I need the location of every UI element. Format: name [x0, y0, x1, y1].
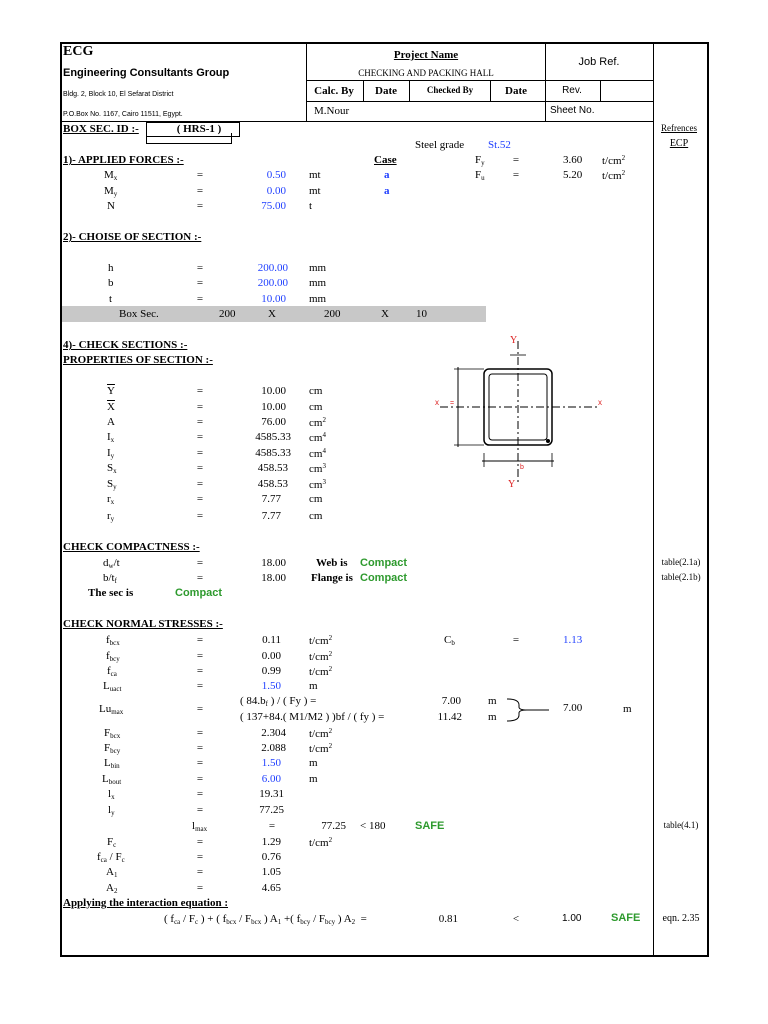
sx-eq: =: [196, 462, 204, 474]
check-sections-title: 4)- CHECK SECTIONS :-: [63, 339, 188, 351]
mx-eq: =: [196, 169, 204, 181]
fy-unit: $t/cm^2$: [602, 154, 626, 167]
Fbcx-value: 2.304: [261, 727, 286, 739]
sec-compact: Compact: [175, 587, 223, 599]
xbar-eq: =: [196, 401, 204, 413]
refs-title: Refrences: [661, 123, 697, 133]
mx-label: $M_x$: [104, 169, 118, 182]
choise-title: 2)- CHOISE OF SECTION :-: [63, 231, 202, 243]
lbin-unit: m: [309, 757, 318, 769]
rx-unit: cm: [309, 493, 323, 505]
sy-value: 458.53: [257, 478, 288, 490]
ix-value: 4585.33: [255, 431, 291, 443]
refs-divider: [653, 42, 654, 956]
normal-stresses-title: CHECK NORMAL STRESSES :-: [63, 618, 223, 630]
iy-unit: $cm^4$: [309, 447, 326, 460]
Fc-eq: =: [196, 836, 204, 848]
sy-eq: =: [196, 478, 204, 490]
flange-is-label: Flange is: [311, 572, 353, 584]
t-eq: =: [196, 293, 204, 305]
A2-value: 4.65: [261, 882, 281, 894]
fca-Fc-eq: =: [196, 851, 204, 863]
calc-by-label: Calc. By: [314, 85, 354, 97]
frame-top: [60, 42, 708, 44]
address-line-2: P.O.Box No. 1167, Cairo 11511, Egypt.: [63, 111, 183, 118]
h-value: 200.00: [257, 262, 288, 274]
header-v5: [490, 80, 491, 101]
area-eq: =: [196, 416, 204, 428]
my-label: $M_y$: [104, 185, 118, 198]
mx-value: 0.50: [266, 169, 286, 181]
xbar-value: 10.00: [261, 401, 286, 413]
refs-ecp: ECP: [669, 138, 689, 149]
interaction-title: Applying the interaction equation :: [63, 897, 229, 909]
ref-table-41: table(4.1): [663, 820, 699, 830]
frame-bottom: [60, 955, 709, 957]
lbin-label: $L_{bin}$: [104, 757, 120, 770]
h-unit: mm: [309, 262, 327, 274]
box-sec-x2: X: [381, 308, 389, 320]
box-sec-label: Box Sec.: [119, 308, 159, 320]
fca-value: 0.99: [261, 665, 281, 677]
case-label: Case: [374, 154, 397, 166]
svg-text:x: x: [598, 398, 602, 407]
header-v2: [545, 42, 546, 122]
A2-eq: =: [196, 882, 204, 894]
area-unit: $cm^2$: [309, 416, 326, 429]
interaction-lt: <: [512, 913, 520, 925]
lbin-eq: =: [196, 757, 204, 769]
dw-t-value: 18.00: [261, 557, 286, 569]
lu1-value: 7.00: [441, 695, 461, 707]
Fc-label: $F_c$: [107, 836, 117, 849]
project-name: CHECKING AND PACKING HALL: [358, 68, 494, 78]
case-a-2: a: [384, 185, 390, 197]
lmax-value: 77.25: [321, 820, 346, 832]
lumax-eq: =: [196, 703, 204, 715]
b-value: 200.00: [257, 277, 288, 289]
lmax-label: $l_{max}$: [192, 820, 208, 833]
job-ref: Job Ref.: [578, 56, 620, 68]
ly-eq: =: [196, 804, 204, 816]
box-sec-x1: X: [268, 308, 276, 320]
ybar-eq: =: [196, 385, 204, 397]
fca-label: $f_{ca}$: [107, 665, 117, 678]
ybar-label: $\overline{Y}$: [107, 385, 115, 397]
web-compact: Compact: [360, 557, 408, 569]
sx-value: 458.53: [257, 462, 288, 474]
box-sec-v2: 200: [324, 308, 341, 320]
luact-value: 1.50: [261, 680, 281, 692]
ybar-unit: cm: [309, 385, 323, 397]
Fbcx-eq: =: [196, 727, 204, 739]
sx-unit: $cm^3$: [309, 462, 326, 475]
fbcx-unit: $t/cm^2$: [309, 634, 333, 647]
ix-label: $I_x$: [107, 431, 115, 444]
checked-by-label: Checked By: [426, 85, 474, 95]
luact-label: $L_{uact}$: [103, 680, 122, 693]
lu2-value: 11.42: [437, 711, 462, 723]
lbout-value: 6.00: [261, 773, 281, 785]
lu1-unit: m: [488, 695, 497, 707]
compactness-title: CHECK COMPACTNESS :-: [63, 541, 200, 553]
fu-value: 5.20: [563, 169, 583, 181]
lx-eq: =: [196, 788, 204, 800]
t-unit: mm: [309, 293, 327, 305]
fca-Fc-value: 0.76: [261, 851, 281, 863]
n-unit: t: [309, 200, 313, 212]
lbout-label: $L_{bout}$: [102, 773, 122, 786]
fy-value: 3.60: [563, 154, 583, 166]
t-label: t: [109, 293, 113, 305]
box-section-diagram: [430, 333, 610, 493]
b-tf-eq: =: [196, 572, 204, 584]
Fbcy-unit: $t/cm^2$: [309, 742, 333, 755]
fbcx-eq: =: [196, 634, 204, 646]
Fbcy-value: 2.088: [261, 742, 286, 754]
my-eq: =: [196, 185, 204, 197]
b-unit: mm: [309, 277, 327, 289]
ref-table-21b: table(2.1b): [661, 572, 701, 582]
steel-grade-label: Steel grade: [415, 139, 465, 151]
h-label: h: [108, 262, 114, 274]
A2-label: $A_2$: [106, 882, 118, 895]
rx-label: $r_x$: [107, 493, 115, 506]
header-h2: [306, 101, 654, 102]
fy-label: $F_y$: [475, 154, 485, 167]
luact-eq: =: [196, 680, 204, 692]
n-value: 75.00: [261, 200, 286, 212]
b-tf-label: $b/t_f$: [103, 572, 117, 585]
svg-text:Y: Y: [508, 479, 516, 490]
ry-eq: =: [196, 510, 204, 522]
ly-label: $l_y$: [108, 804, 115, 817]
A1-value: 1.05: [261, 866, 281, 878]
n-eq: =: [196, 200, 204, 212]
lmax-eq: =: [268, 820, 276, 832]
Fbcy-eq: =: [196, 742, 204, 754]
cb-eq: =: [512, 634, 520, 646]
date-label-2: Date: [505, 85, 527, 97]
lu-result: 7.00: [563, 702, 583, 714]
lbout-eq: =: [196, 773, 204, 785]
svg-text:=: =: [450, 400, 455, 407]
lx-label: $l_x$: [108, 788, 115, 801]
fca-Fc-label: $f_{ca} / F_c$: [97, 851, 125, 864]
interaction-safe: SAFE: [611, 912, 641, 924]
Fbcx-label: $F_{bcx}$: [104, 727, 121, 740]
b-tf-value: 18.00: [261, 572, 286, 584]
header-v3: [363, 80, 364, 101]
sx-label: $S_x$: [107, 462, 117, 475]
calc-by-name: M.Nour: [314, 105, 350, 117]
case-a-1: a: [384, 169, 390, 181]
ref-eqn-235: eqn. 2.35: [662, 913, 700, 924]
lu-formula-2: ( 137+84.( M1/M2 ) )bf / ( fy ) =: [240, 711, 385, 723]
my-value: 0.00: [266, 185, 286, 197]
fbcy-label: $f_{bcy}$: [106, 650, 120, 663]
fca-unit: $t/cm^2$: [309, 665, 333, 678]
fca-eq: =: [196, 665, 204, 677]
my-unit: mt: [309, 185, 321, 197]
sy-unit: $cm^3$: [309, 478, 326, 491]
fbcx-label: $f_{bcx}$: [106, 634, 120, 647]
fbcx-value: 0.11: [262, 634, 281, 646]
lu-formula-1: ( $84.b_f$ ) / ( Fy ) =: [240, 695, 317, 708]
n-label: N: [107, 200, 115, 212]
project-name-label: Project Name: [393, 49, 459, 61]
hrs-label: ( HRS-1 ): [176, 123, 222, 135]
frame-left: [60, 42, 62, 956]
fu-unit: $t/cm^2$: [602, 169, 626, 182]
brace-icon: [505, 697, 551, 723]
company-short: ECG: [63, 44, 94, 59]
lx-value: 19.31: [259, 788, 284, 800]
box-sec-v1: 200: [219, 308, 236, 320]
xbar-label: $\overline{X}$: [107, 401, 115, 413]
box-sec-id-label: BOX SEC. ID :-: [63, 123, 139, 135]
ref-table-21a: table(2.1a): [661, 557, 701, 567]
ybar-value: 10.00: [261, 385, 286, 397]
cb-label: $C_b$: [444, 634, 455, 647]
interaction-limit: 1.00: [562, 913, 582, 924]
lu2-unit: m: [488, 711, 497, 723]
ry-label: $r_y$: [107, 510, 115, 523]
fbcy-value: 0.00: [261, 650, 281, 662]
lbout-unit: m: [309, 773, 318, 785]
fbcy-eq: =: [196, 650, 204, 662]
lumax-label: $Lu_{max}$: [99, 703, 124, 716]
svg-text:x: x: [435, 398, 439, 407]
flange-compact: Compact: [360, 572, 408, 584]
svg-text:b: b: [520, 464, 524, 471]
iy-label: $I_y$: [107, 447, 115, 460]
svg-text:Y: Y: [510, 335, 518, 346]
company-full: Engineering Consultants Group: [63, 67, 230, 79]
header-v1: [306, 42, 307, 122]
sheet-no-label: Sheet No.: [550, 105, 595, 116]
fu-eq: =: [512, 169, 520, 181]
xbar-unit: cm: [309, 401, 323, 413]
header-v4: [409, 80, 410, 101]
fu-label: $F_u$: [475, 169, 485, 182]
fbcy-unit: $t/cm^2$: [309, 650, 333, 663]
rx-eq: =: [196, 493, 204, 505]
header-h1: [306, 80, 654, 81]
date-label-1: Date: [375, 85, 397, 97]
dw-t-label: $d_w/t$: [103, 557, 120, 570]
rev-label: Rev.: [562, 85, 582, 96]
steel-grade-value: St.52: [488, 139, 511, 151]
A1-eq: =: [196, 866, 204, 878]
fy-eq: =: [512, 154, 520, 166]
web-is-label: Web is: [316, 557, 348, 569]
box-sec-v3: 10: [416, 308, 427, 320]
properties-title: PROPERTIES OF SECTION :-: [63, 354, 213, 366]
ly-value: 77.25: [259, 804, 284, 816]
ry-unit: cm: [309, 510, 323, 522]
interaction-result: 0.81: [438, 913, 458, 925]
lmax-safe: SAFE: [415, 820, 445, 832]
b-eq: =: [196, 277, 204, 289]
sy-label: $S_y$: [107, 478, 117, 491]
sec-is-label: The sec is: [88, 587, 134, 599]
lu-result-unit: m: [623, 703, 632, 715]
h-eq: =: [196, 262, 204, 274]
b-label: b: [108, 277, 114, 289]
luact-unit: m: [309, 680, 318, 692]
dw-t-eq: =: [196, 557, 204, 569]
address-line-1: Bldg. 2, Block 10, El Sefarat District: [63, 91, 174, 98]
iy-value: 4585.33: [255, 447, 291, 459]
ix-eq: =: [196, 431, 204, 443]
ix-unit: $cm^4$: [309, 431, 326, 444]
Fc-value: 1.29: [261, 836, 281, 848]
frame-right: [707, 42, 709, 956]
applied-forces-title: 1)- APPLIED FORCES :-: [63, 154, 184, 166]
mx-unit: mt: [309, 169, 321, 181]
interaction-equation: ( $f_{ca} / F_c$ ) + ( $f_{bcx} / F_{bcx}$ ) $A_1$ +( $f_{bcy} / F_{bcy}$ ) $A_2$ =: [164, 913, 367, 926]
Fc-unit: $t/cm^2$: [309, 836, 333, 849]
cb-value: 1.13: [563, 634, 583, 646]
iy-eq: =: [196, 447, 204, 459]
t-value: 10.00: [261, 293, 286, 305]
Fbcy-label: $F_{bcy}$: [104, 742, 121, 755]
A1-label: $A_1$: [106, 866, 118, 879]
rx-value: 7.77: [261, 493, 281, 505]
lbin-value: 1.50: [261, 757, 281, 769]
ry-value: 7.77: [261, 510, 281, 522]
header-v6: [600, 80, 601, 101]
area-value: 76.00: [261, 416, 286, 428]
lmax-limit: < 180: [360, 820, 386, 832]
Fbcx-unit: $t/cm^2$: [309, 727, 333, 740]
area-label: A: [107, 416, 115, 428]
